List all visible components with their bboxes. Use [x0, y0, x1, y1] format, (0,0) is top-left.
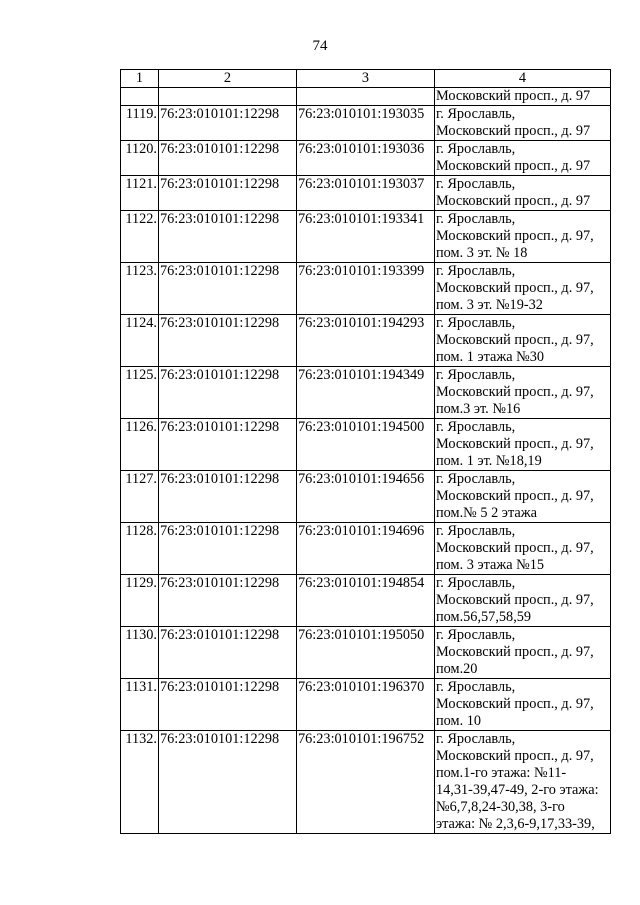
address-line: №6,7,8,24-30,38, 3-го [436, 799, 565, 815]
address-line: г. Ярославль, [436, 679, 516, 695]
row-number: 1130. [121, 627, 159, 679]
address-cell [435, 523, 611, 575]
table-row [121, 176, 611, 211]
cadastral-number: 76:23:010101:12298 [159, 106, 297, 141]
cadastral-number: 76:23:010101:12298 [159, 627, 297, 679]
address-line: пом.3 эт. №16 [436, 401, 521, 417]
address-line: Московский просп., д. 97, [436, 332, 594, 348]
cadastral-number [159, 88, 297, 106]
object-cadastral-number: 76:23:010101:193035 [297, 106, 435, 141]
table-row [121, 211, 611, 263]
address-line: г. Ярославль, [436, 367, 516, 383]
address-line: Московский просп., д. 97, [436, 488, 594, 504]
page-number: 74 [312, 38, 328, 54]
address-line: пом. 1 эт. №18,19 [436, 453, 542, 469]
object-cadastral-number: 76:23:010101:194500 [297, 419, 435, 471]
address-line: г. Ярославль, [436, 627, 516, 643]
address-line: Московский просп., д. 97 [436, 158, 591, 174]
address-line: пом.56,57,58,59 [436, 609, 532, 625]
address-line: Московский просп., д. 97, [436, 228, 594, 244]
cadastral-number: 76:23:010101:12298 [159, 419, 297, 471]
table-row [121, 141, 611, 176]
object-cadastral-number: 76:23:010101:194696 [297, 523, 435, 575]
address-line: г. Ярославль, [436, 471, 516, 487]
object-cadastral-number: 76:23:010101:193399 [297, 263, 435, 315]
row-number: 1132. [121, 731, 159, 834]
header-col-2: 2 [159, 70, 297, 88]
cadastral-number: 76:23:010101:12298 [159, 263, 297, 315]
address-cell [435, 471, 611, 523]
cadastral-number: 76:23:010101:12298 [159, 141, 297, 176]
row-number: 1124. [121, 315, 159, 367]
address-line: г. Ярославль, [436, 263, 516, 279]
object-cadastral-number: 76:23:010101:193037 [297, 176, 435, 211]
address-line: пом. 3 этажа №15 [436, 557, 545, 573]
address-line: пом. 10 [436, 713, 482, 729]
object-cadastral-number: 76:23:010101:196370 [297, 679, 435, 731]
row-number: 1123. [121, 263, 159, 315]
cadastral-number: 76:23:010101:12298 [159, 367, 297, 419]
address-line: г. Ярославль, [436, 176, 516, 192]
row-number: 1126. [121, 419, 159, 471]
address-line: г. Ярославль, [436, 523, 516, 539]
address-line: пом. 3 эт. № 18 [436, 245, 528, 261]
address-cell [435, 679, 611, 731]
header-col-4: 4 [435, 70, 611, 88]
address-line: г. Ярославль, [436, 575, 516, 591]
object-cadastral-number: 76:23:010101:194349 [297, 367, 435, 419]
cadastral-number: 76:23:010101:12298 [159, 315, 297, 367]
object-cadastral-number: 76:23:010101:194656 [297, 471, 435, 523]
object-cadastral-number: 76:23:010101:196752 [297, 731, 435, 834]
row-number: 1122. [121, 211, 159, 263]
row-number [121, 88, 159, 106]
cadastral-number: 76:23:010101:12298 [159, 679, 297, 731]
address-line: Московский просп., д. 97, [436, 384, 594, 400]
address-cell [435, 211, 611, 263]
address-line: Московский просп., д. 97, [436, 436, 594, 452]
address-cell [435, 176, 611, 211]
table-row [121, 106, 611, 141]
cadastral-number: 76:23:010101:12298 [159, 523, 297, 575]
row-number: 1120. [121, 141, 159, 176]
row-number: 1128. [121, 523, 159, 575]
address-cell [435, 419, 611, 471]
table-row [121, 263, 611, 315]
cadastral-number: 76:23:010101:12298 [159, 575, 297, 627]
object-cadastral-number: 76:23:010101:193341 [297, 211, 435, 263]
row-number: 1125. [121, 367, 159, 419]
address-line: г. Ярославль, [436, 211, 516, 227]
cadastral-number: 76:23:010101:12298 [159, 471, 297, 523]
table-body [121, 88, 611, 834]
cadastral-number: 76:23:010101:12298 [159, 731, 297, 834]
address-line: Московский просп., д. 97 [436, 88, 591, 104]
address-line: г. Ярославль, [436, 419, 516, 435]
address-cell [435, 106, 611, 141]
address-line: Московский просп., д. 97, [436, 540, 594, 556]
table-row [121, 523, 611, 575]
row-number: 1121. [121, 176, 159, 211]
address-line: пом. 1 этажа №30 [436, 349, 545, 365]
table-row [121, 731, 611, 834]
address-line: г. Ярославль, [436, 315, 516, 331]
address-line: Московский просп., д. 97, [436, 592, 594, 608]
table-row [121, 627, 611, 679]
address-line: пом.20 [436, 661, 478, 677]
header-col-3: 3 [297, 70, 435, 88]
table-row [121, 575, 611, 627]
table-row [121, 471, 611, 523]
address-line: Московский просп., д. 97, [436, 696, 594, 712]
object-cadastral-number: 76:23:010101:193036 [297, 141, 435, 176]
table-row [121, 315, 611, 367]
address-cell [435, 575, 611, 627]
address-cell [435, 315, 611, 367]
row-number: 1129. [121, 575, 159, 627]
address-line: Московский просп., д. 97, [436, 280, 594, 296]
address-cell [435, 731, 611, 834]
object-cadastral-number: 76:23:010101:194854 [297, 575, 435, 627]
cadastral-number: 76:23:010101:12298 [159, 211, 297, 263]
address-line: пом. 3 эт. №19-32 [436, 297, 543, 313]
address-cell [435, 141, 611, 176]
address-line: г. Ярославль, [436, 141, 516, 157]
address-line: Московский просп., д. 97, [436, 644, 594, 660]
address-cell [435, 263, 611, 315]
row-number: 1131. [121, 679, 159, 731]
header-col-1: 1 [121, 70, 159, 88]
registry-table [120, 69, 611, 834]
table-row [121, 419, 611, 471]
address-line: пом.1-го этажа: №11- [436, 765, 567, 781]
row-number: 1127. [121, 471, 159, 523]
table-header-row [121, 70, 611, 88]
address-line: Московский просп., д. 97 [436, 193, 591, 209]
address-line: этажа: № 2,3,6-9,17,33-39, [436, 816, 595, 832]
address-cell [435, 367, 611, 419]
table-row [121, 367, 611, 419]
continuation-row [121, 88, 611, 106]
object-cadastral-number: 76:23:010101:195050 [297, 627, 435, 679]
address-line: г. Ярославль, [436, 106, 516, 122]
object-cadastral-number: 76:23:010101:194293 [297, 315, 435, 367]
address-line: Московский просп., д. 97, [436, 748, 594, 764]
address-line: г. Ярославль, [436, 731, 516, 747]
address-cell [435, 627, 611, 679]
address-line: 14,31-39,47-49, 2-го этажа: [436, 782, 599, 798]
address-line: Московский просп., д. 97 [436, 123, 591, 139]
cadastral-number: 76:23:010101:12298 [159, 176, 297, 211]
row-number: 1119. [121, 106, 159, 141]
object-cadastral-number [297, 88, 435, 106]
table-row [121, 679, 611, 731]
address-cell [435, 88, 611, 106]
address-line: пом.№ 5 2 этажа [436, 505, 537, 521]
